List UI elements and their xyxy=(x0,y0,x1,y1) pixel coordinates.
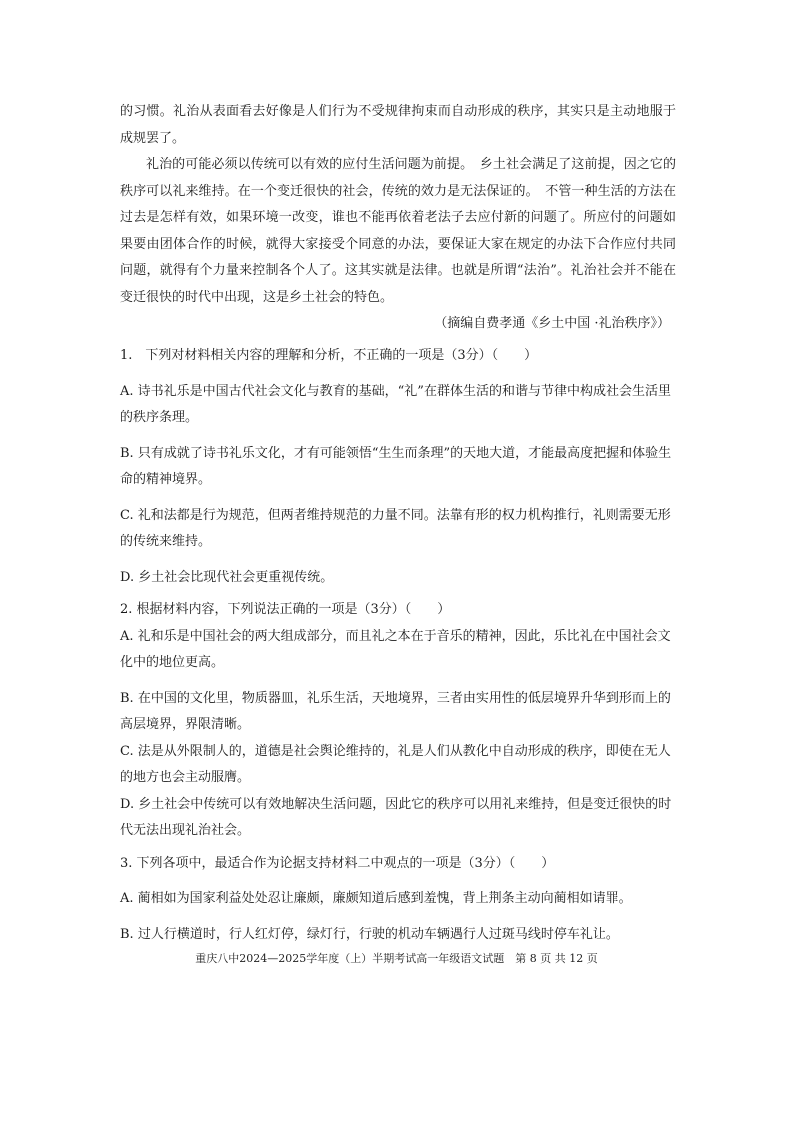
question-2-option-c: C. 法是从外限制人的，道德是社会舆论维持的，礼是人们从教化中自动形成的秩序，即使在无人的地方也会主动服膺。 xyxy=(120,743,671,785)
question-3-option-b: B. 过人行横道时，行人红灯停，绿灯行，行驶的机动车辆遇行人过斑马线时停车礼让。 xyxy=(120,926,619,942)
question-1-stem: 1. 下列对材料相关内容的理解和分析，不正确的一项是（3分）（ ） xyxy=(120,348,538,363)
passage-source: （摘编自费孝通《乡土中国 ·礼治秩序》） xyxy=(434,316,670,331)
question-2-option-b: B. 在中国的文化里，物质器皿，礼乐生活，天地境界，三者由实用性的低层境界升华到形而上的高层境界，界限清晰。 xyxy=(120,690,671,732)
question-3-option-a: A. 蔺相如为国家利益处处忍让廉颇，廉颇知道后感到羞愧，背上荆条主动向蔺相如请罪。 xyxy=(120,891,632,906)
passage-paragraph-1: 的习惯。礼治从表面看去好像是人们行为不受规律拘束而自动形成的秩序，其实只是主动地服于成规罢了。 xyxy=(120,104,676,146)
question-1-option-a: A. 诗书礼乐是中国古代社会文化与教育的基础，“礼”在群体生活的和谐与节律中构成社会生活里的秩序条理。 xyxy=(120,383,671,425)
question-2-stem: 2. 根据材料内容，下列说法正确的一项是（3分）（ ） xyxy=(120,602,451,617)
question-2-option-a: A. 礼和乐是中国社会的两大组成部分，而且礼之本在于音乐的精神，因此，乐比礼在中国社会文化中的地位更高。 xyxy=(120,628,671,670)
question-1-option-d: D. 乡土社会比现代社会更重视传统。 xyxy=(120,569,334,585)
question-2-option-d: D. 乡土社会中传统可以有效地解决生活问题，因此它的秩序可以用礼来维持，但是变迁很快的时代无法出现礼治社会。 xyxy=(120,796,672,838)
question-1-option-c: C. 礼和法都是行为规范，但两者维持规范的力量不同。法靠有形的权力机构推行，礼则需要无形的传统来维持。 xyxy=(120,507,671,549)
page-content xyxy=(120,99,676,948)
question-3-stem: 3. 下列各项中，最适合作为论据支持材料二中观点的一项是（3分）（ ） xyxy=(120,855,555,871)
page-footer: 重庆八中2024—2025学年度（上）半期考试高一年级语文试题 第 8 页 共 12 页 xyxy=(195,952,598,965)
question-1-option-b: B. 只有成就了诗书礼乐文化，才有可能领悟“生生而条理”的天地大道，才能最高度把握和体验生命的精神境界。 xyxy=(120,445,672,487)
passage-paragraph-2: 礼治的可能必须以传统可以有效的应付生活问题为前提。 乡土社会满足了这前提，因之它的秩序可以礼来维持。在一个变迁很快的社会，传统的效力是无法保证的。 不管一种生活的方法在过去是怎样有效，如果环境一改变，谁也不能再依着老法子去应付新的问题了。所应付的问题如果要由团体合作的时候，就得大家接受个同意的办法，要保证大家在规定的办法下合作应付共同问题，就得有个力量来控制各个人了。这其实就是法律。也就是所谓“法治”。礼治社会并不能在变迁很快的时代中出现，这是乡土社会的特色。 xyxy=(120,157,676,305)
